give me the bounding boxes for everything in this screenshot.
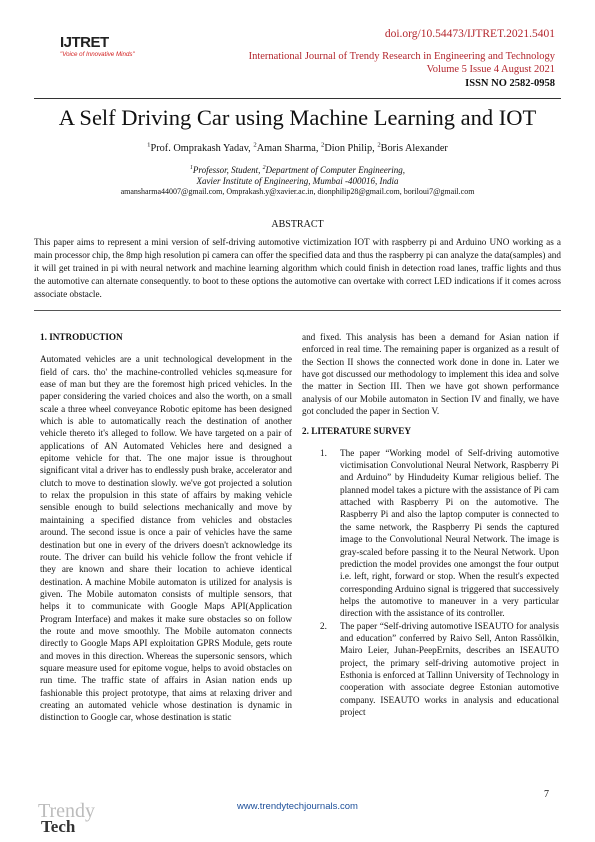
affil-dept: Department of Computer Engineering, — [265, 165, 405, 175]
author-sup: 2 — [377, 141, 381, 149]
list-number: 1. — [320, 447, 327, 458]
author-list — [0, 143, 595, 154]
page-number: 7 — [544, 789, 549, 800]
section-heading-literature-survey: 2. LITERATURE SURVEY — [302, 426, 412, 437]
author-name: Dion Philip, — [324, 143, 378, 154]
affil-role: Professor, Student, — [192, 165, 263, 175]
author-name: Prof. Omprakash Yadav, — [150, 143, 254, 154]
affiliation-line-1 — [0, 165, 595, 175]
paper-title: A Self Driving Car using Machine Learning and IOT — [58, 105, 537, 130]
logo-tagline: "Voice of Innovative Minds" — [60, 51, 135, 58]
affiliation-line-2: Xavier Institute of Engineering, Mumbai -400016, India — [196, 176, 399, 186]
publisher-logo-line-1: Trendy — [38, 800, 96, 822]
logo-text: IJTRET — [60, 34, 109, 51]
publisher-logo-line-2: Tech — [41, 817, 76, 836]
list-number: 2. — [320, 620, 327, 631]
issn: ISSN NO 2582-0958 — [465, 78, 555, 89]
doi-link[interactable]: doi.org/10.54473/IJTRET.2021.5401 — [384, 28, 555, 40]
abstract-heading: ABSTRACT — [271, 219, 324, 230]
right-column — [302, 331, 559, 718]
header-rule — [34, 98, 561, 99]
list-item-text: The paper “Self-driving automotive ISEAUTO for analysis and education” conferred by Raivo Sell, Anton Rassölkin, Mairo Leier, Juhan-PeepErnits, describes an ISEAUTO project, the primary self-driving automotive project in Esthonia is enforced at Tallinn University of Technology in cooperation with associate degree Estonian automotive company. ISEAUTO works in analysis and educational project — [340, 620, 559, 717]
author-sup: 1 — [147, 141, 151, 149]
author-emails: amansharma44007@gmail.com, Omprakash.y@xavier.ac.in, dionphilip28@gmail.com, boriloui7@gmail.com — [120, 187, 475, 196]
survey-list — [302, 447, 559, 719]
list-item — [302, 620, 559, 719]
introduction-continuation: and fixed. This analysis has been a demand for Asian nation if enforced in real time. The remaining paper is organized as a result of the Section II shows the connected work done in done in. Later we have got discussed our methodology to implement this idea and solve the matter in Section III. Then we have got shown performance analysis of our Mobile automaton in Section IV and finally, we have got concluded the paper in Section V. — [302, 332, 559, 417]
author-name: Boris Alexander — [380, 143, 448, 154]
journal-logo — [60, 34, 180, 66]
left-column — [40, 331, 292, 724]
introduction-paragraph: Automated vehicles are a unit technological development in the field of cars. tho' the machine-controlled vehicles sq.measure for ease of man but they are the foremost high priced vehicles. In the paper considering the varied choices and also the worth, on a small scale a three wheel conveyance Robotic epitome has been designed which is able to automatically reach the destination of another vehicle thereto it's alleged to follow. We have targeted on a pair of applications of AN Automated Vehicles here and designed a epitome vehicle for that. The one major issue is throughout significant vital a driver has to endlessly push brake, accelerator and clutch to move to destination slowly. we've got projected a solution to relax the propulsion in this state of affairs by making vehicle sensible enough to build selections mechanically and move by maintaining a specified distance from vehicles and obstacles around. The second issue is once a pair of vehicles have the same destination but one in every of the drivers doesn't acknowledge its route. The driver can build his vehicle follow the front vehicle if they are known and share their location to achieve identical destination. A machine Mobile automaton is utilized for analysis is given. The Mobile automaton consists of multiple sensors, that helps it to communicate with Google Maps API(Application Program Interface) and makes it make sure obstacles so on follow the route and move smoothly. The Mobile automaton connects directly to Google Maps API exploitation GPRS Module, gets route and moves in this direction. Whereas the supersonic sensors, which square measure used for epitome vogue, helps to avoid obstacles on run time. The traffic state of affairs in Asian nation ends up fashionable this project prototype, that aims at relaxing driver and creating an automated vehicle whose destination is dynamic in distinction to Google car, whose destination is static — [40, 354, 292, 723]
volume-issue: Volume 5 Issue 4 August 2021 — [426, 64, 555, 75]
section-separator — [34, 310, 561, 311]
list-item-text: The paper “Working model of Self-driving automotive victimisation Convolutional Neural Network, Raspberry Pi and Arduino” by Hindudeity Kumar religious belief. The planned model takes a picture with the assistance of Pi cam attached with Raspberry Pi on the automotive. The Raspberry Pi and also the laptop computer is connected to the same network, the Raspberry Pi sends the captured image to the Convolutional Neural Network. The image is gray-scaled before passing it to the Neural Network. Upon prediction the model provides one amongst the four output i.e. left, right, forward or stop. When the result's expected corresponding Arduino signal is triggered that successively helps the automotive to maneuver in a very particular direction with the assistance of its controller. — [340, 447, 559, 619]
abstract-text: This paper aims to represent a mini version of self-driving automotive victimization IOT with raspberry pi and Arduino UNO working as a main processor chip, the 8mp high resolution pi camera can offer the specified data and thus the raspberry pi can analyze the data(samples) and it will get trained in pi with neural network and machine learning algorithm which could finish in detection road lanes, traffic lights and thus the automotive can alternate consequently. to boot to these options the automotive can overtake with correct LED indications if it comes across associate obstacle. — [34, 237, 561, 300]
author-sup: 2 — [321, 141, 325, 149]
affil-sup: 2 — [262, 165, 266, 171]
journal-name: International Journal of Trendy Research in Engineering and Technology — [248, 51, 555, 62]
author-name: Aman Sharma, — [256, 143, 322, 154]
author-sup: 2 — [253, 141, 257, 149]
section-heading-introduction: 1. INTRODUCTION — [40, 332, 123, 342]
website-link[interactable]: www.trendytechjournals.com — [237, 801, 358, 812]
affil-sup: 1 — [190, 165, 193, 171]
list-item — [302, 447, 559, 620]
